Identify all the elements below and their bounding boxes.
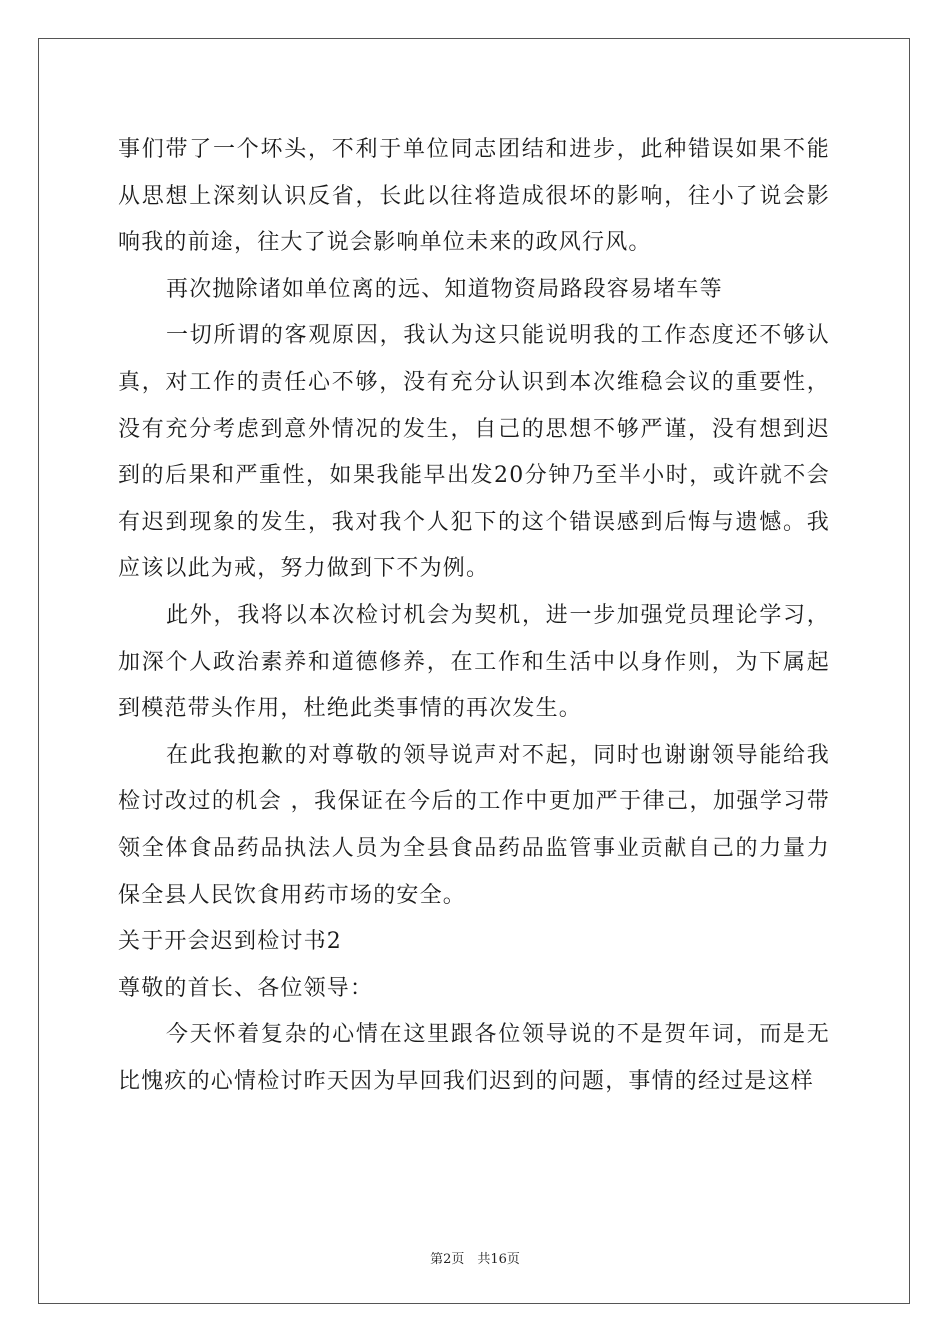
paragraph-4: 此外，我将以本次检讨机会为契机，进一步加强党员理论学习，加深个人政治素养和道德修养，在工作和生活中以身作则，为下属起到模范带头作用，杜绝此类事情的再次发生。: [118, 602, 830, 722]
page-number-label: 第2页 共16页: [430, 1252, 520, 1267]
paragraph-5: 在此我抱歉的对尊敬的领导说声对不起，同时也谢谢领导能给我检讨改过的机会 ，我保证在今后的工作中更加严于律己，加强学习带领全体食品药品执法人员为全县食品药品监管事业贡献自己的力量力保全县人民饮食用药市场的安全。: [118, 742, 830, 908]
page-footer: [0, 1248, 950, 1267]
paragraph-6: 今天怀着复杂的心情在这里跟各位领导说的不是贺年词，而是无比愧疚的心情检讨昨天因为早回我们迟到的问题，事情的经过是这样: [118, 1022, 830, 1094]
paragraph-1: 事们带了一个坏头，不利于单位同志团结和进步，此种错误如果不能从思想上深刻认识反省，长此以往将造成很坏的影响，往小了说会影响我的前途，往大了说会影响单位未来的政风行风。: [118, 137, 830, 256]
salutation: 尊敬的首长、各位领导：: [118, 975, 374, 1001]
document-body: [118, 127, 830, 1105]
paragraph-3: 一切所谓的客观原因，我认为这只能说明我的工作态度还不够认真，对工作的责任心不够，没有充分认识到本次维稳会议的重要性，没有充分考虑到意外情况的发生，自己的思想不够严谨，没有想到迟到的后果和严重性，如果我能早出发20分钟乃至半小时，或许就不会有迟到现象的发生，我对我个人犯下的这个错误感到后悔与遗憾。我应该以此为戒，努力做到下不为例。: [118, 323, 830, 582]
paragraph-2: 再次抛除诸如单位离的远、知道物资局路段容易堵车等: [166, 276, 723, 302]
section-heading: 关于开会迟到检讨书2: [118, 929, 342, 955]
